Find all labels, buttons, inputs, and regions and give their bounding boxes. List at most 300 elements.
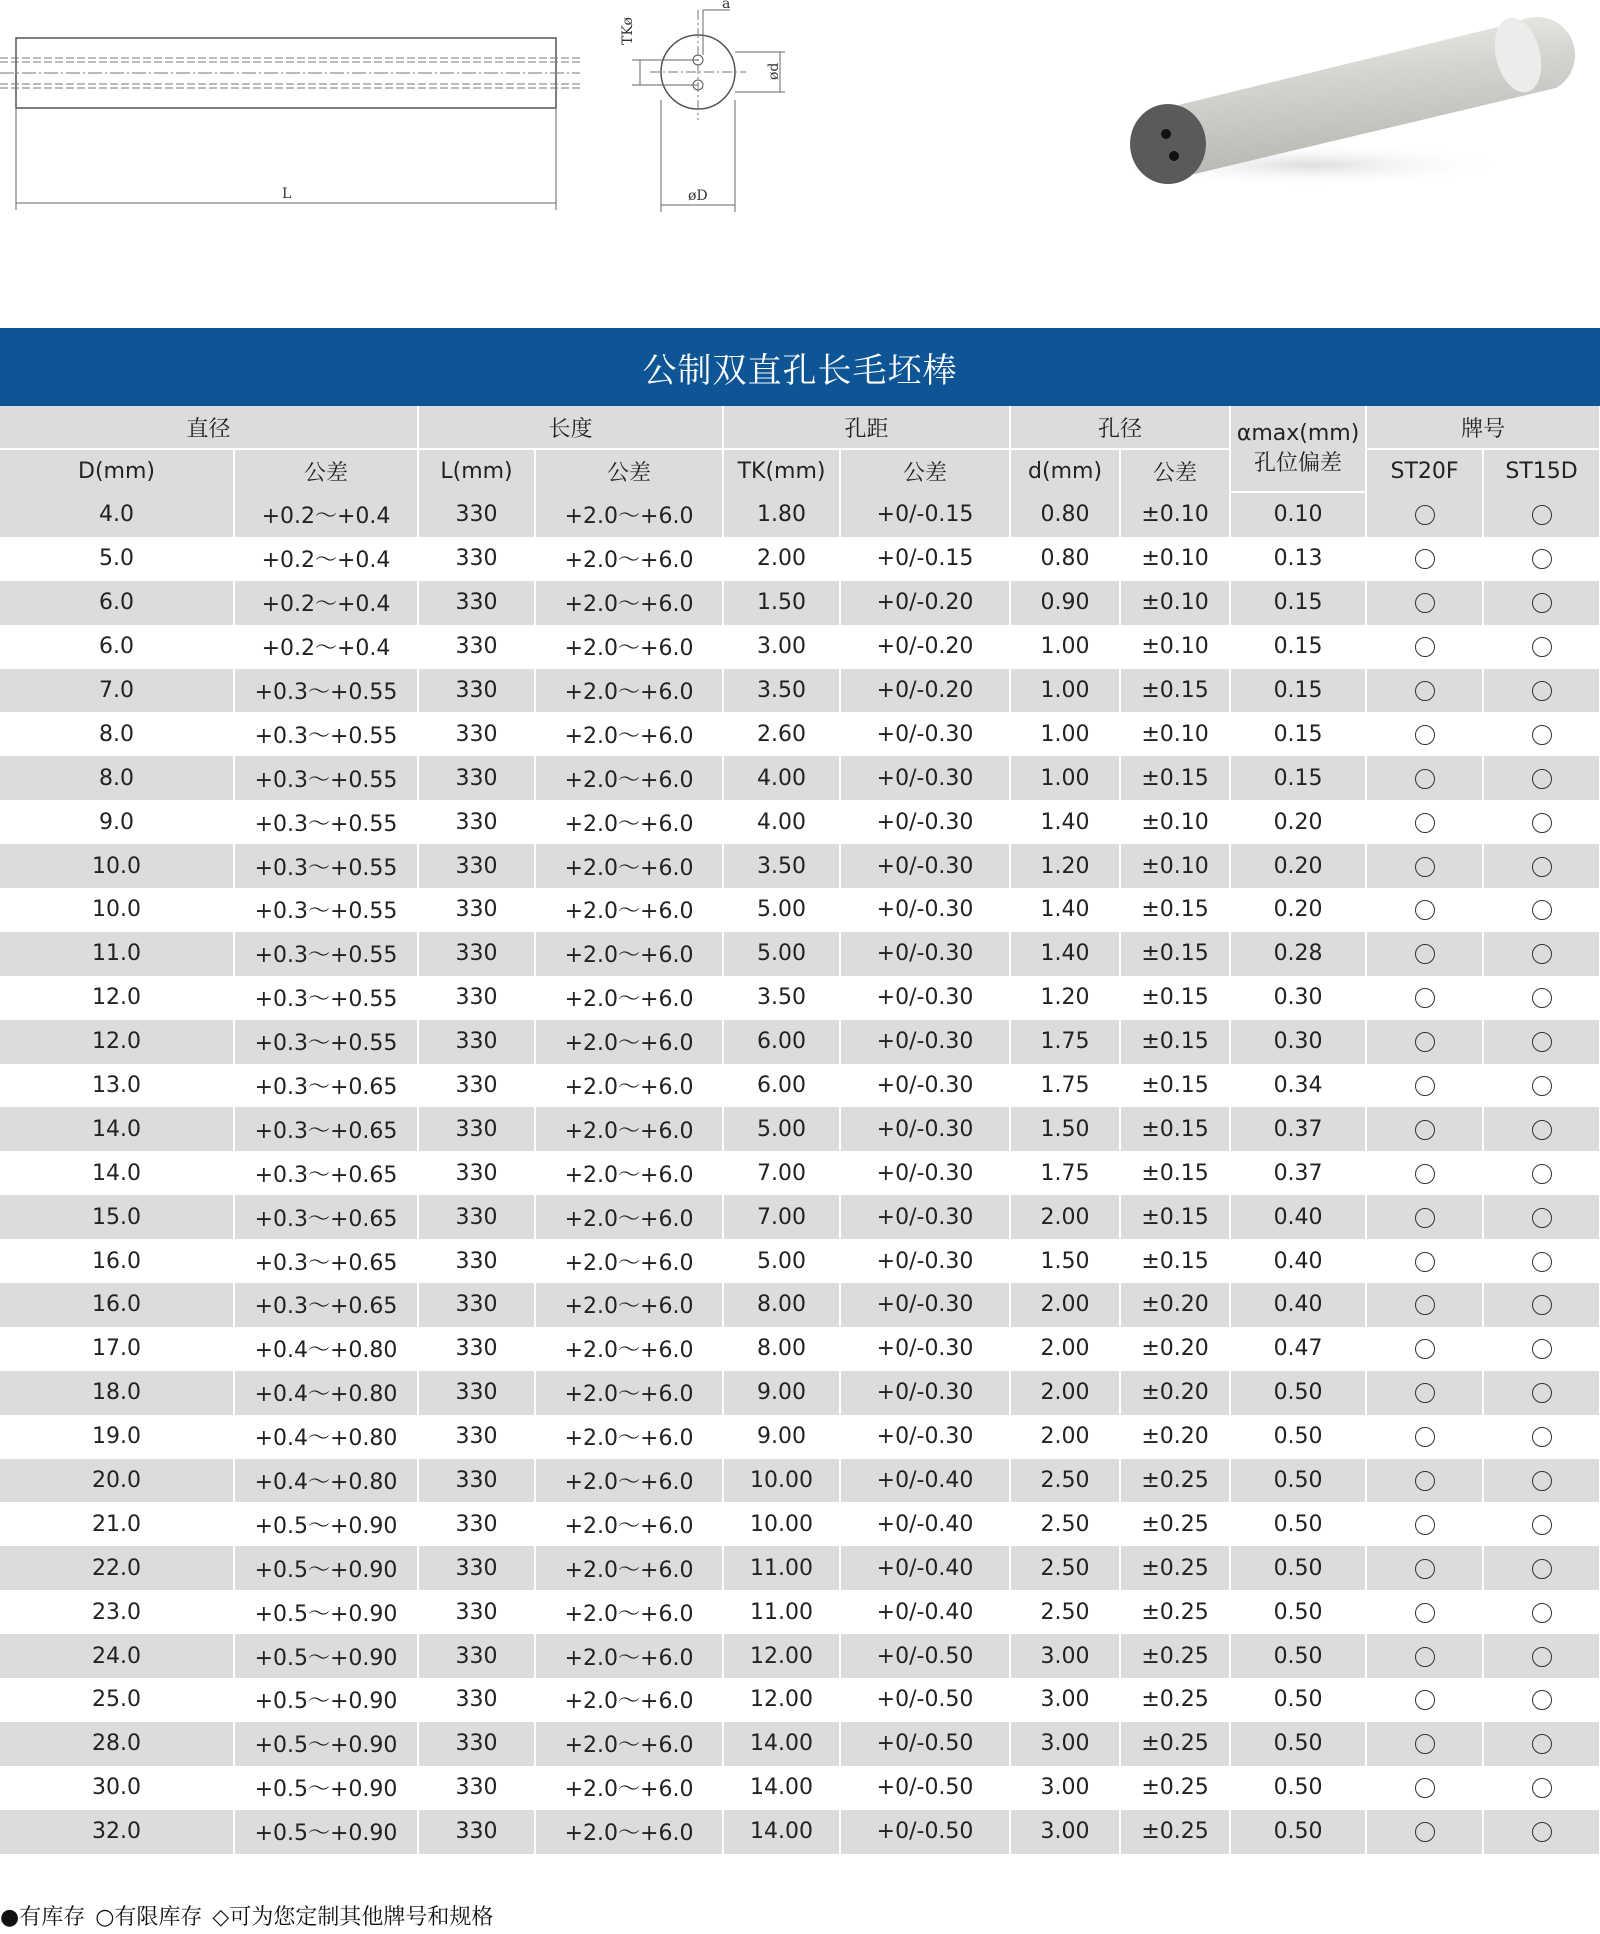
table-cell: 330	[418, 1766, 535, 1810]
a-label: a	[722, 0, 731, 12]
table-cell: 2.50	[1010, 1459, 1120, 1503]
table-cell: +2.0～+6.0	[535, 800, 723, 844]
table-cell: ±0.25	[1120, 1502, 1230, 1546]
spec-table-body	[0, 492, 1600, 1854]
table-cell: +2.0～+6.0	[535, 976, 723, 1020]
table-cell: +0.3～+0.55	[234, 976, 418, 1020]
open-circle-icon	[1532, 1252, 1552, 1272]
open-circle-icon	[1532, 1471, 1552, 1491]
table-row	[0, 492, 1600, 537]
table-cell: ±0.25	[1120, 1590, 1230, 1634]
table-cell: 1.75	[1010, 1151, 1120, 1195]
table-cell: +0/-0.30	[840, 1020, 1010, 1064]
table-cell: 2.50	[1010, 1502, 1120, 1546]
open-circle-icon	[1415, 1734, 1435, 1754]
table-cell: +2.0～+6.0	[535, 1064, 723, 1108]
open-circle-icon	[1532, 857, 1552, 877]
table-cell: 3.50	[723, 976, 840, 1020]
open-circle-icon	[1532, 1076, 1552, 1096]
table-cell: 5.00	[723, 888, 840, 932]
open-circle-icon	[1415, 549, 1435, 569]
open-circle-icon	[1532, 1778, 1552, 1798]
open-circle-icon	[1532, 1383, 1552, 1403]
table-cell: 3.00	[1010, 1678, 1120, 1722]
table-cell: +0.4～+0.80	[234, 1459, 418, 1503]
table-cell: 22.0	[0, 1546, 234, 1590]
table-cell: 1.50	[723, 581, 840, 625]
table-cell: +2.0～+6.0	[535, 756, 723, 800]
table-cell: ±0.20	[1120, 1327, 1230, 1371]
table-cell: +0/-0.30	[840, 712, 1010, 756]
table-cell: ±0.15	[1120, 976, 1230, 1020]
open-circle-icon	[1532, 1734, 1552, 1754]
table-cell: 330	[418, 1502, 535, 1546]
table-cell: +0.4～+0.80	[234, 1415, 418, 1459]
table-cell: ±0.15	[1120, 1195, 1230, 1239]
table-cell: 20.0	[0, 1459, 234, 1503]
table-row	[0, 1371, 1600, 1415]
table-cell: +0.5～+0.90	[234, 1590, 418, 1634]
table-cell: 330	[418, 1239, 535, 1283]
table-cell: +2.0～+6.0	[535, 1371, 723, 1415]
grade-st15d-cell	[1483, 932, 1600, 976]
header-alpha-line2: 孔位偏差	[1254, 450, 1343, 476]
grade-st15d-cell	[1483, 669, 1600, 713]
stock-legend	[0, 1896, 1600, 1934]
table-cell: 0.40	[1230, 1195, 1366, 1239]
table-cell: +0.4～+0.80	[234, 1371, 418, 1415]
table-cell: 330	[418, 1371, 535, 1415]
table-cell: ±0.15	[1120, 932, 1230, 976]
table-cell: +2.0～+6.0	[535, 1678, 723, 1722]
table-cell: 18.0	[0, 1371, 234, 1415]
grade-st20f-cell	[1366, 669, 1483, 713]
table-cell: 0.30	[1230, 976, 1366, 1020]
table-row	[0, 1064, 1600, 1108]
table-cell: 330	[418, 844, 535, 888]
table-cell: +2.0～+6.0	[535, 1151, 723, 1195]
table-cell: 1.40	[1010, 932, 1120, 976]
subheader-hd-mm: d(mm)	[1010, 449, 1120, 492]
grade-st15d-cell	[1483, 1502, 1600, 1546]
subheader-tk-mm: TK(mm)	[723, 449, 840, 492]
table-cell: 330	[418, 1459, 535, 1503]
table-cell: 0.40	[1230, 1283, 1366, 1327]
table-cell: 7.0	[0, 669, 234, 713]
table-cell: +2.0～+6.0	[535, 492, 723, 537]
table-cell: 330	[418, 537, 535, 581]
grade-st15d-cell	[1483, 1327, 1600, 1371]
table-cell: +0.3～+0.65	[234, 1283, 418, 1327]
table-row	[0, 976, 1600, 1020]
hole-d-label: ød	[766, 62, 782, 80]
table-cell: +0.3～+0.55	[234, 669, 418, 713]
open-circle-icon	[1415, 988, 1435, 1008]
open-circle-icon	[1415, 1252, 1435, 1272]
side-view-drawing	[0, 0, 580, 220]
open-circle-icon	[1415, 1164, 1435, 1184]
table-cell: +0/-0.30	[840, 1283, 1010, 1327]
table-cell: 0.50	[1230, 1546, 1366, 1590]
open-circle-icon	[1532, 681, 1552, 701]
grade-st20f-cell	[1366, 1239, 1483, 1283]
table-cell: +0/-0.40	[840, 1546, 1010, 1590]
grade-st20f-cell	[1366, 1634, 1483, 1678]
open-circle-icon	[1532, 1603, 1552, 1623]
table-cell: 1.00	[1010, 712, 1120, 756]
table-cell: 7.00	[723, 1151, 840, 1195]
table-cell: 330	[418, 1810, 535, 1854]
table-cell: 330	[418, 1283, 535, 1327]
table-cell: ±0.25	[1120, 1459, 1230, 1503]
table-cell: ±0.15	[1120, 1107, 1230, 1151]
table-cell: +0/-0.40	[840, 1502, 1010, 1546]
table-cell: 2.00	[1010, 1283, 1120, 1327]
table-cell: 0.50	[1230, 1634, 1366, 1678]
table-cell: +2.0～+6.0	[535, 1722, 723, 1766]
table-cell: 330	[418, 800, 535, 844]
table-cell: 0.15	[1230, 625, 1366, 669]
open-circle-icon	[1415, 1822, 1435, 1842]
table-cell: 0.40	[1230, 1239, 1366, 1283]
table-cell: +2.0～+6.0	[535, 1546, 723, 1590]
grade-st20f-cell	[1366, 1283, 1483, 1327]
grade-st20f-cell	[1366, 976, 1483, 1020]
table-cell: 5.00	[723, 932, 840, 976]
grade-st15d-cell	[1483, 800, 1600, 844]
grade-st20f-cell	[1366, 800, 1483, 844]
table-cell: 330	[418, 712, 535, 756]
grade-st15d-cell	[1483, 492, 1600, 537]
table-cell: 3.50	[723, 669, 840, 713]
grade-st15d-cell	[1483, 1634, 1600, 1678]
table-cell: +0.5～+0.90	[234, 1722, 418, 1766]
grade-st20f-cell	[1366, 1327, 1483, 1371]
grade-st20f-cell	[1366, 888, 1483, 932]
grade-st20f-cell	[1366, 1195, 1483, 1239]
table-cell: ±0.15	[1120, 1020, 1230, 1064]
table-cell: +0.3～+0.55	[234, 888, 418, 932]
open-circle-icon	[1415, 1515, 1435, 1535]
table-cell: +2.0～+6.0	[535, 669, 723, 713]
table-cell: 5.00	[723, 1239, 840, 1283]
grade-st20f-cell	[1366, 1546, 1483, 1590]
open-circle-icon	[1415, 1471, 1435, 1491]
table-cell: 330	[418, 1020, 535, 1064]
grade-st20f-cell	[1366, 581, 1483, 625]
table-cell: 330	[418, 1151, 535, 1195]
open-circle-icon	[1415, 1295, 1435, 1315]
header-alpha-line1: αmax(mm)	[1236, 420, 1360, 446]
table-cell: ±0.25	[1120, 1810, 1230, 1854]
table-cell: 21.0	[0, 1502, 234, 1546]
table-cell: +0/-0.30	[840, 1327, 1010, 1371]
length-label: L	[282, 186, 292, 202]
table-cell: 11.0	[0, 932, 234, 976]
grade-st20f-cell	[1366, 1151, 1483, 1195]
grade-st15d-cell	[1483, 537, 1600, 581]
table-cell: +0.3～+0.55	[234, 712, 418, 756]
table-cell: 6.0	[0, 625, 234, 669]
table-cell: 0.50	[1230, 1590, 1366, 1634]
table-cell: 28.0	[0, 1722, 234, 1766]
table-cell: +0/-0.15	[840, 537, 1010, 581]
table-cell: +0.3～+0.55	[234, 800, 418, 844]
table-row	[0, 625, 1600, 669]
open-circle-icon	[1415, 857, 1435, 877]
table-row	[0, 1459, 1600, 1503]
grade-st20f-cell	[1366, 1590, 1483, 1634]
table-cell: 0.15	[1230, 712, 1366, 756]
table-cell: 1.00	[1010, 669, 1120, 713]
table-cell: 0.37	[1230, 1107, 1366, 1151]
table-cell: +2.0～+6.0	[535, 932, 723, 976]
open-circle-icon	[1415, 1690, 1435, 1710]
table-cell: +0.3～+0.65	[234, 1195, 418, 1239]
table-cell: +0.2～+0.4	[234, 492, 418, 537]
table-cell: 0.37	[1230, 1151, 1366, 1195]
table-cell: +2.0～+6.0	[535, 1590, 723, 1634]
grade-st15d-cell	[1483, 581, 1600, 625]
legend-custom: ◇可为您定制其他牌号和规格	[212, 1904, 494, 1930]
open-circle-icon	[1415, 637, 1435, 657]
table-cell: 0.47	[1230, 1327, 1366, 1371]
table-cell: +0.3～+0.55	[234, 932, 418, 976]
table-cell: 2.00	[723, 537, 840, 581]
table-cell: ±0.25	[1120, 1766, 1230, 1810]
table-row	[0, 1020, 1600, 1064]
table-cell: +0/-0.40	[840, 1459, 1010, 1503]
table-cell: 23.0	[0, 1590, 234, 1634]
table-cell: +2.0～+6.0	[535, 1327, 723, 1371]
open-circle-icon	[1532, 1295, 1552, 1315]
open-circle-icon	[1532, 1647, 1552, 1667]
table-cell: ±0.20	[1120, 1371, 1230, 1415]
table-cell: ±0.10	[1120, 581, 1230, 625]
table-cell: 0.50	[1230, 1371, 1366, 1415]
table-cell: +2.0～+6.0	[535, 1810, 723, 1854]
open-circle-icon	[1532, 900, 1552, 920]
table-cell: +0/-0.30	[840, 1064, 1010, 1108]
table-row	[0, 1283, 1600, 1327]
table-cell: 4.0	[0, 492, 234, 537]
table-row	[0, 844, 1600, 888]
grade-st20f-cell	[1366, 756, 1483, 800]
grade-st20f-cell	[1366, 1020, 1483, 1064]
grade-st15d-cell	[1483, 1810, 1600, 1854]
table-cell: +0/-0.30	[840, 844, 1010, 888]
table-cell: 14.0	[0, 1107, 234, 1151]
table-cell: +0/-0.30	[840, 1415, 1010, 1459]
open-circle-icon	[1532, 1822, 1552, 1842]
table-cell: +0/-0.30	[840, 932, 1010, 976]
table-cell: ±0.20	[1120, 1283, 1230, 1327]
open-circle-icon	[1532, 1559, 1552, 1579]
table-cell: 0.20	[1230, 888, 1366, 932]
table-cell: 1.50	[1010, 1107, 1120, 1151]
table-cell: 0.15	[1230, 581, 1366, 625]
table-cell: 330	[418, 1634, 535, 1678]
table-cell: 14.00	[723, 1810, 840, 1854]
table-cell: 32.0	[0, 1810, 234, 1854]
table-cell: ±0.25	[1120, 1546, 1230, 1590]
grade-st20f-cell	[1366, 1722, 1483, 1766]
open-circle-icon	[1532, 1032, 1552, 1052]
table-row	[0, 1634, 1600, 1678]
table-cell: +0/-0.50	[840, 1722, 1010, 1766]
table-cell: 330	[418, 932, 535, 976]
open-circle-icon	[1415, 1603, 1435, 1623]
table-cell: +2.0～+6.0	[535, 1459, 723, 1503]
grade-st20f-cell	[1366, 712, 1483, 756]
open-circle-icon	[1415, 1778, 1435, 1798]
table-cell: 1.00	[1010, 756, 1120, 800]
table-cell: +0/-0.30	[840, 800, 1010, 844]
table-cell: +0.2～+0.4	[234, 537, 418, 581]
open-circle-icon	[1532, 1690, 1552, 1710]
grade-st20f-cell	[1366, 1107, 1483, 1151]
open-circle-icon	[1532, 1339, 1552, 1359]
table-cell: 7.00	[723, 1195, 840, 1239]
table-cell: 30.0	[0, 1766, 234, 1810]
table-cell: +0.5～+0.90	[234, 1634, 418, 1678]
table-cell: 3.00	[1010, 1634, 1120, 1678]
table-cell: +0/-0.20	[840, 581, 1010, 625]
table-cell: +0.4～+0.80	[234, 1327, 418, 1371]
table-cell: +2.0～+6.0	[535, 1020, 723, 1064]
table-cell: +0.5～+0.90	[234, 1678, 418, 1722]
table-cell: ±0.10	[1120, 844, 1230, 888]
table-cell: ±0.10	[1120, 492, 1230, 537]
table-cell: 0.50	[1230, 1722, 1366, 1766]
table-cell: 1.20	[1010, 844, 1120, 888]
table-cell: 330	[418, 625, 535, 669]
table-cell: 330	[418, 669, 535, 713]
table-cell: ±0.25	[1120, 1678, 1230, 1722]
table-cell: +0.3～+0.55	[234, 756, 418, 800]
table-cell: +0/-0.30	[840, 888, 1010, 932]
table-cell: 15.0	[0, 1195, 234, 1239]
legend-in-stock: ●有库存	[0, 1904, 86, 1930]
open-circle-icon	[1415, 1208, 1435, 1228]
grade-st15d-cell	[1483, 888, 1600, 932]
table-cell: 2.00	[1010, 1371, 1120, 1415]
table-cell: +0/-0.50	[840, 1810, 1010, 1854]
spec-table-section	[0, 328, 1600, 1854]
open-circle-icon	[1415, 505, 1435, 525]
subheader-l-tol: 公差	[535, 449, 723, 492]
header-grade: 牌号	[1366, 406, 1600, 449]
table-cell: 14.00	[723, 1766, 840, 1810]
table-cell: 10.0	[0, 844, 234, 888]
grade-st15d-cell	[1483, 756, 1600, 800]
table-cell: 24.0	[0, 1634, 234, 1678]
table-cell: 2.50	[1010, 1590, 1120, 1634]
table-cell: 1.20	[1010, 976, 1120, 1020]
table-row	[0, 1678, 1600, 1722]
table-cell: 16.0	[0, 1283, 234, 1327]
table-cell: 2.00	[1010, 1195, 1120, 1239]
table-cell: ±0.10	[1120, 800, 1230, 844]
table-cell: 2.50	[1010, 1546, 1120, 1590]
table-cell: 0.50	[1230, 1415, 1366, 1459]
table-cell: +2.0～+6.0	[535, 537, 723, 581]
table-cell: +0.5～+0.90	[234, 1502, 418, 1546]
table-cell: 4.00	[723, 756, 840, 800]
table-cell: 12.0	[0, 1020, 234, 1064]
subheader-d-mm: D(mm)	[0, 449, 234, 492]
end-view-drawing	[610, 0, 790, 220]
table-cell: 0.28	[1230, 932, 1366, 976]
table-cell: +2.0～+6.0	[535, 712, 723, 756]
table-cell: +0/-0.30	[840, 1371, 1010, 1415]
open-circle-icon	[1415, 1032, 1435, 1052]
table-cell: +0/-0.15	[840, 492, 1010, 537]
grade-st20f-cell	[1366, 1459, 1483, 1503]
grade-st20f-cell	[1366, 932, 1483, 976]
table-cell: 9.00	[723, 1371, 840, 1415]
grade-st15d-cell	[1483, 1283, 1600, 1327]
grade-st15d-cell	[1483, 712, 1600, 756]
table-cell: ±0.15	[1120, 1151, 1230, 1195]
open-circle-icon	[1415, 1647, 1435, 1667]
table-cell: +0/-0.30	[840, 1151, 1010, 1195]
open-circle-icon	[1532, 593, 1552, 613]
table-cell: ±0.10	[1120, 712, 1230, 756]
subheader-tk-tol: 公差	[840, 449, 1010, 492]
table-cell: 2.60	[723, 712, 840, 756]
table-cell: 330	[418, 1546, 535, 1590]
header-pitch: 孔距	[723, 406, 1010, 449]
table-cell: 12.0	[0, 976, 234, 1020]
table-cell: +2.0～+6.0	[535, 1502, 723, 1546]
grade-st20f-cell	[1366, 844, 1483, 888]
open-circle-icon	[1532, 1208, 1552, 1228]
table-cell: +2.0～+6.0	[535, 1766, 723, 1810]
table-cell: 1.00	[1010, 625, 1120, 669]
open-circle-icon	[1415, 1383, 1435, 1403]
subheader-grade-st20f: ST20F	[1366, 449, 1483, 492]
table-row	[0, 932, 1600, 976]
table-cell: ±0.25	[1120, 1634, 1230, 1678]
table-cell: +0/-0.30	[840, 756, 1010, 800]
grade-st15d-cell	[1483, 976, 1600, 1020]
table-cell: 0.20	[1230, 844, 1366, 888]
subheader-grade-st15d: ST15D	[1483, 449, 1600, 492]
table-cell: +2.0～+6.0	[535, 1239, 723, 1283]
open-circle-icon	[1532, 1427, 1552, 1447]
table-cell: 0.80	[1010, 492, 1120, 537]
grade-st20f-cell	[1366, 1810, 1483, 1854]
grade-st20f-cell	[1366, 1678, 1483, 1722]
table-cell: 330	[418, 1327, 535, 1371]
table-cell: +0.3～+0.55	[234, 1020, 418, 1064]
table-cell: +0.3～+0.65	[234, 1239, 418, 1283]
grade-st15d-cell	[1483, 1459, 1600, 1503]
grade-st15d-cell	[1483, 1371, 1600, 1415]
table-row	[0, 1107, 1600, 1151]
table-cell: +0/-0.40	[840, 1590, 1010, 1634]
table-row	[0, 1722, 1600, 1766]
grade-st15d-cell	[1483, 1415, 1600, 1459]
table-cell: 12.00	[723, 1634, 840, 1678]
open-circle-icon	[1415, 813, 1435, 833]
table-cell: 6.00	[723, 1064, 840, 1108]
table-cell: +0/-0.30	[840, 1239, 1010, 1283]
table-cell: 330	[418, 1678, 535, 1722]
table-cell: 8.0	[0, 712, 234, 756]
open-circle-icon	[1532, 637, 1552, 657]
